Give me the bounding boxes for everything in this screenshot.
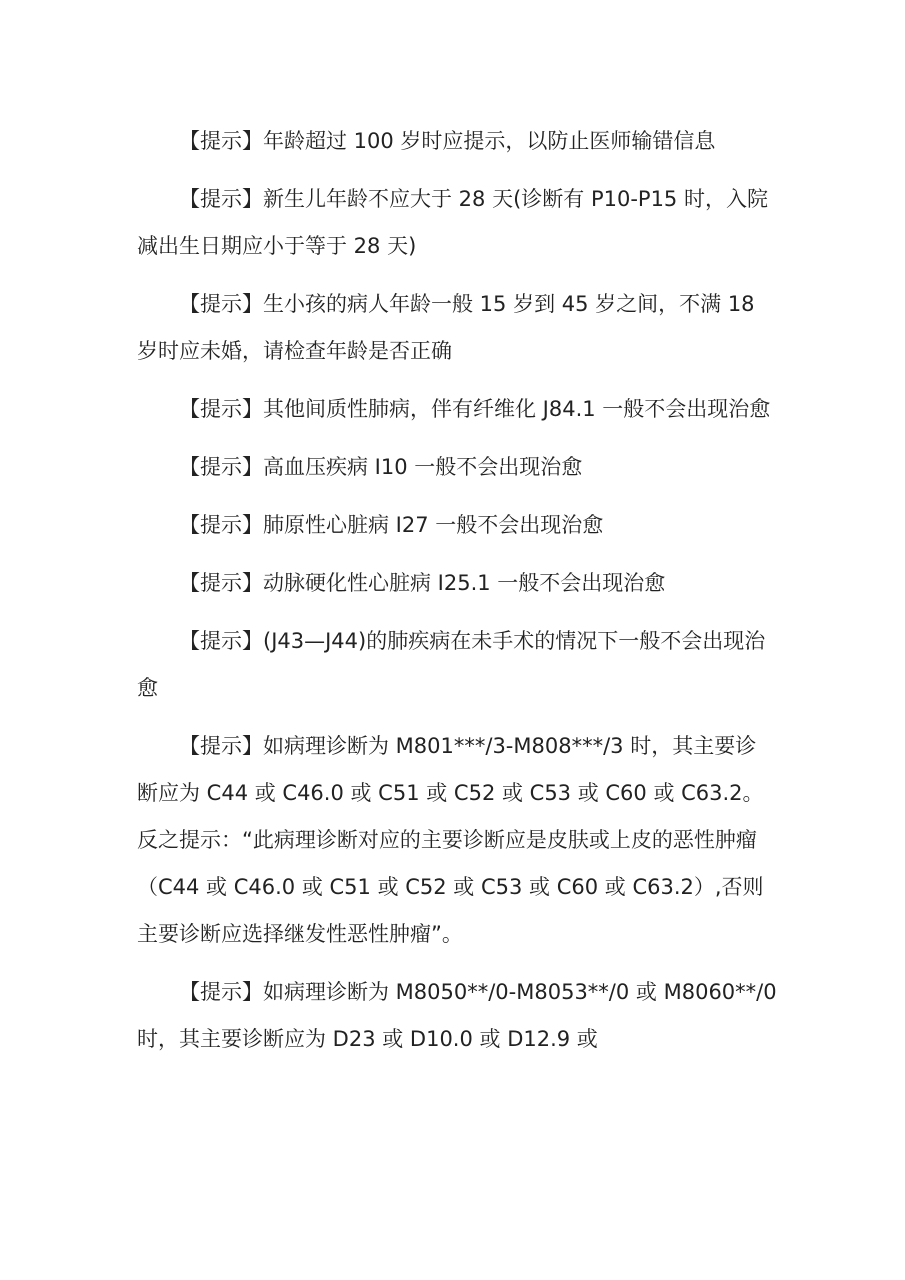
paragraph-interstitial-lung-disease: 【提示】其他间质性肺病，伴有纤维化 J84.1 一般不会出现治愈 xyxy=(179,397,771,421)
paragraph-newborn-age: 【提示】新生儿年龄不应大于 28 天(诊断有 P10-P15 时，入院减出生日期应小于等于 28 天) xyxy=(137,187,768,258)
paragraph-pathology-m8050-m8053: 【提示】如病理诊断为 M8050**/0-M8053**/0 或 M8060**/0 时，其主要诊断应为 D23 或 D10.0 或 D12.9 或 xyxy=(137,980,777,1051)
paragraph-hypertension: 【提示】高血压疾病 I10 一般不会出现治愈 xyxy=(179,455,583,479)
paragraph-atherosclerotic-heart-disease: 【提示】动脉硬化性心脏病 I25.1 一般不会出现治愈 xyxy=(179,571,666,595)
paragraph-j43-j44-lung-disease: 【提示】(J43—J44)的肺疾病在未手术的情况下一般不会出现治愈 xyxy=(137,629,766,700)
paragraph-pathology-m801-m808: 【提示】如病理诊断为 M801***/3-M808***/3 时，其主要诊断应为 C44 或 C46.0 或 C51 或 C52 或 C53 或 C60 或 C63.2。反之提示：“此病理诊断对应的主要诊断应是皮肤或上皮的恶性肿瘤（C44 或 C46.0 或 C51 或 C52 或 C53 或 C60 或 C63.2）,否则主要诊断应选择继发性恶性肿瘤”。 xyxy=(137,734,764,946)
document-body xyxy=(137,118,777,1074)
paragraph-pulmonary-heart-disease: 【提示】肺原性心脏病 I27 一般不会出现治愈 xyxy=(179,513,604,537)
paragraph-age-over-100: 【提示】年龄超过 100 岁时应提示，以防止医师输错信息 xyxy=(179,129,716,153)
paragraph-childbirth-age: 【提示】生小孩的病人年龄一般 15 岁到 45 岁之间，不满 18 岁时应未婚，请检查年龄是否正确 xyxy=(137,292,755,363)
